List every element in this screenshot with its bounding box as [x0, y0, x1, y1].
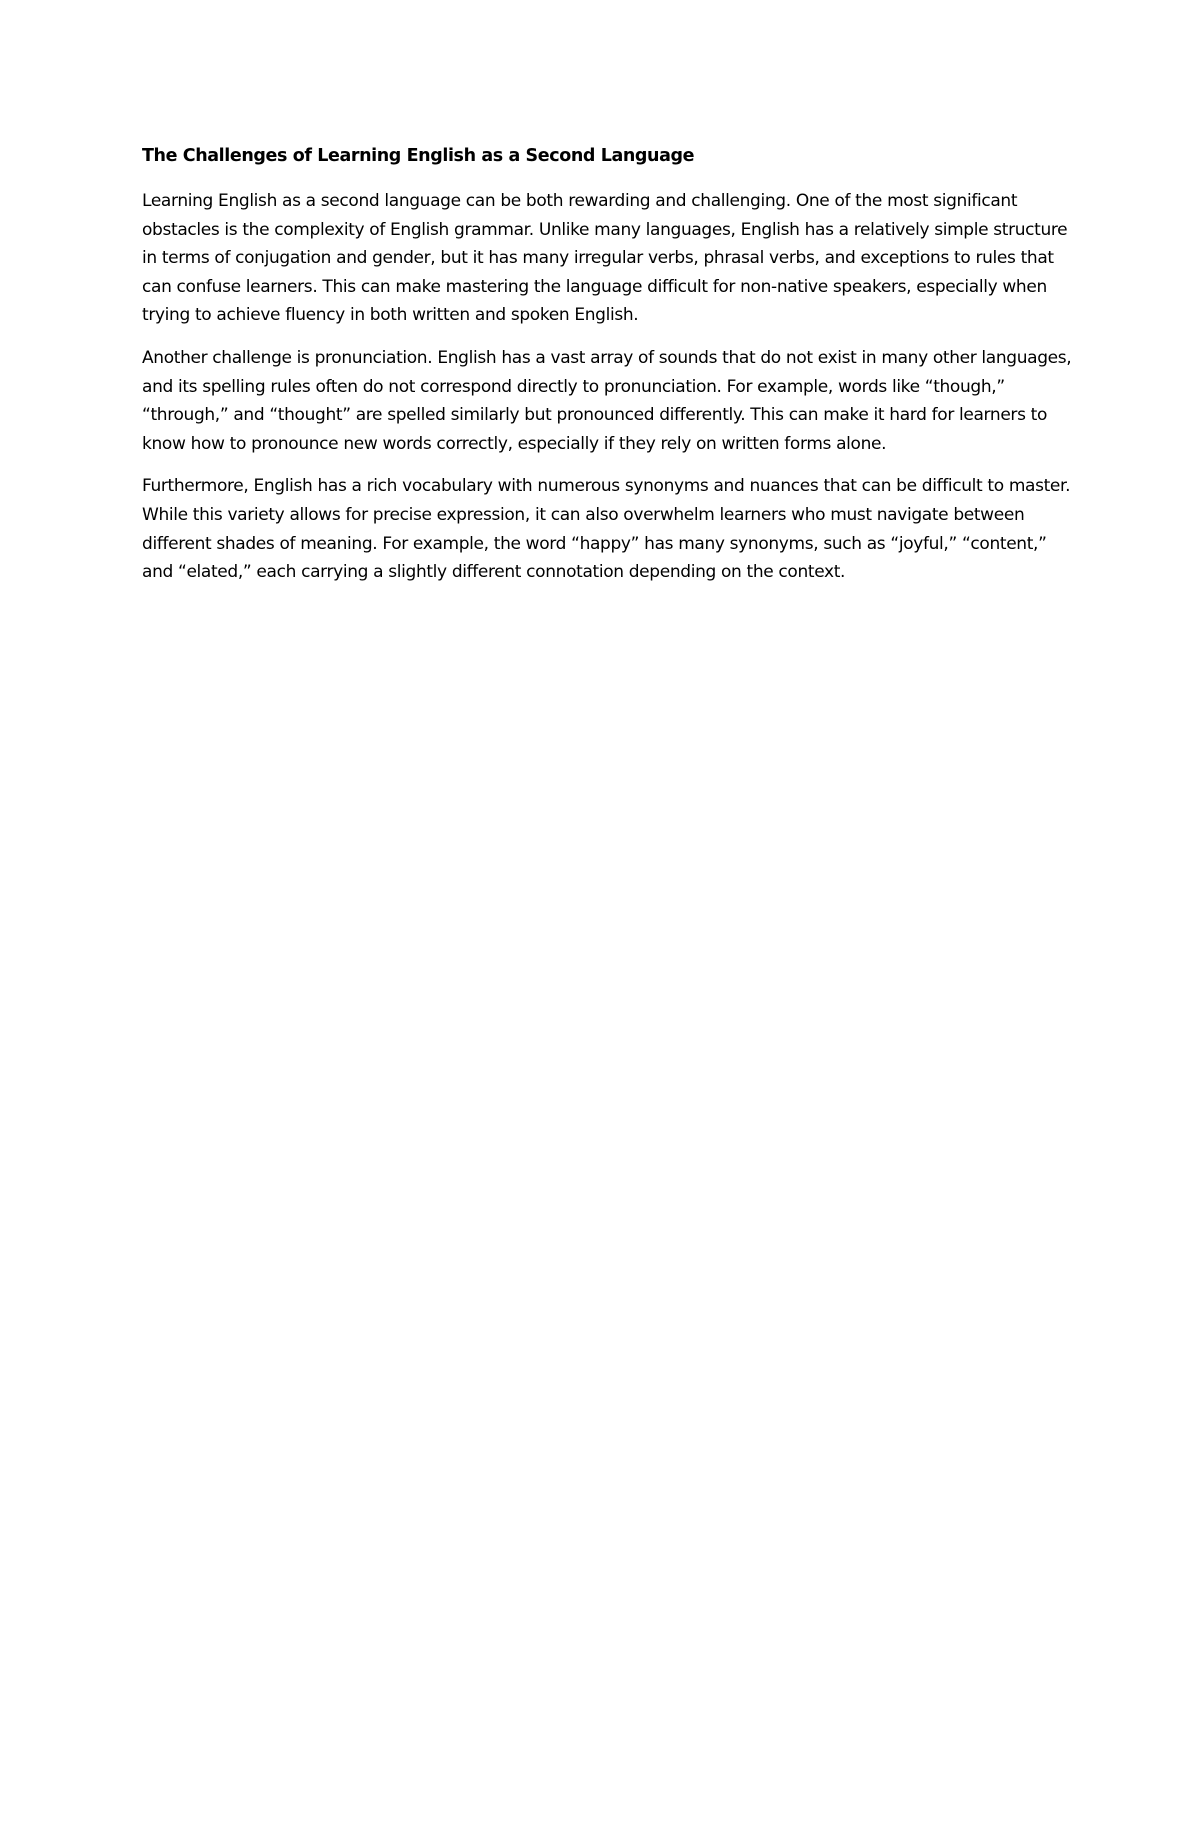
paragraph-pronunciation: Another challenge is pronunciation. English has a vast array of sounds that do not exist in many other languages, and its spelling rules often do not correspond directly to pronunciation. For example, words like “though,” “through,” and “thought” are spelled similarly but pronounced differently. This can make it hard for learners to know how to pronounce new words correctly, especially if they rely on written forms alone. [142, 347, 1072, 454]
paragraph-vocabulary: Furthermore, English has a rich vocabulary with numerous synonyms and nuances that can be difficult to master. While this variety allows for precise expression, it can also overwhelm learners who must navigate between different shades of meaning. For example, the word “happy” has many synonyms, such as “joyful,” “content,” and “elated,” each carrying a slightly different connotation depending on the context. [142, 476, 1071, 583]
document-title: The Challenges of Learning English as a Second Language [142, 146, 695, 166]
document-body [142, 141, 1072, 601]
paragraph-grammar: Learning English as a second language can be both rewarding and challenging. One of the most significant obstacles is the complexity of English grammar. Unlike many languages, English has a relatively simple structure in terms of conjugation and gender, but it has many irregular verbs, phrasal verbs, and exceptions to rules that can confuse learners. This can make mastering the language difficult for non-native speakers, especially when trying to achieve fluency in both written and spoken English. [142, 191, 1068, 326]
